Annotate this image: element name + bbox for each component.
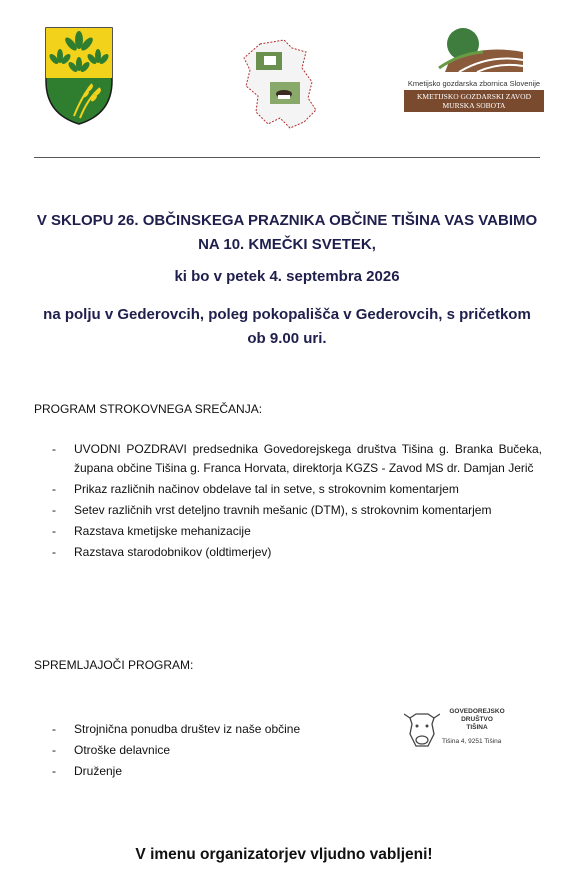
association-stamp (404, 706, 524, 754)
list-item: - Razstava kmetijske mehanizacije (52, 524, 251, 538)
list-item: - Druženje (52, 764, 123, 778)
event-location: na polju v Gederovcih, poleg pokopališča v Gederovcih, s pričetkom ob 9.00 uri. (43, 306, 531, 347)
list-item: - Strojnična ponudba društev iz naše občine (52, 722, 301, 736)
kgzs-institute-bar (404, 90, 544, 112)
stamp-address: Tišina 4, 9251 Tišina (442, 738, 502, 745)
kgzs-institute-name: KMETIJSKO GOZDARSKI ZAVOD (416, 92, 532, 101)
list-item: - UVODNI POZDRAVI predsednika Govedorejskega društva Tišina g. Branka Bučeka, župana občine Tišina g. Franca Horvata, direktorja KGZS - Zavod MS dr. Damjan Jerič (52, 442, 542, 475)
list-item: - Otroške delavnice (52, 743, 171, 757)
event-date: ki bo v petek 4. septembra 2026 (174, 268, 400, 285)
municipality-coat-of-arms-icon (44, 26, 114, 131)
kgzs-logo (404, 24, 544, 112)
cow-stamp-icon (404, 710, 440, 755)
list-item: - Setev različnih vrst deteljno travnih mešanic (DTM), s strokovnim komentarjem (52, 503, 492, 517)
kgzs-logo-icon (404, 24, 544, 77)
list-item: - Razstava starodobnikov (oldtimerjev) (52, 545, 272, 559)
program-list (52, 440, 542, 564)
program-title: PROGRAM STROKOVNEGA SREČANJA: (34, 402, 263, 416)
kgzs-institute-city: MURSKA SOBOTA (442, 101, 506, 110)
stamp-text: GOVEDOREJSKO DRUŠTVO TIŠINA (449, 708, 505, 731)
invitation-headline: V SKLOPU 26. OBČINSKEGA PRAZNIKA OBČINE TIŠINA VAS VABIMO NA 10. KMEČKI SVETEK, (36, 212, 538, 253)
municipality-map-icon (240, 38, 320, 135)
kgzs-chamber-name: Kmetijsko gozdarska zbornica Slovenije (407, 79, 541, 88)
header-divider (34, 157, 540, 158)
list-item: - Prikaz različnih načinov obdelave tal in setve, s strokovnim komentarjem (52, 482, 459, 496)
closing-line: V imenu organizatorjev vljudno vabljeni! (135, 846, 433, 863)
side-program-title: SPREMLJAJOČI PROGRAM: (34, 658, 194, 672)
header-logos (0, 20, 568, 135)
